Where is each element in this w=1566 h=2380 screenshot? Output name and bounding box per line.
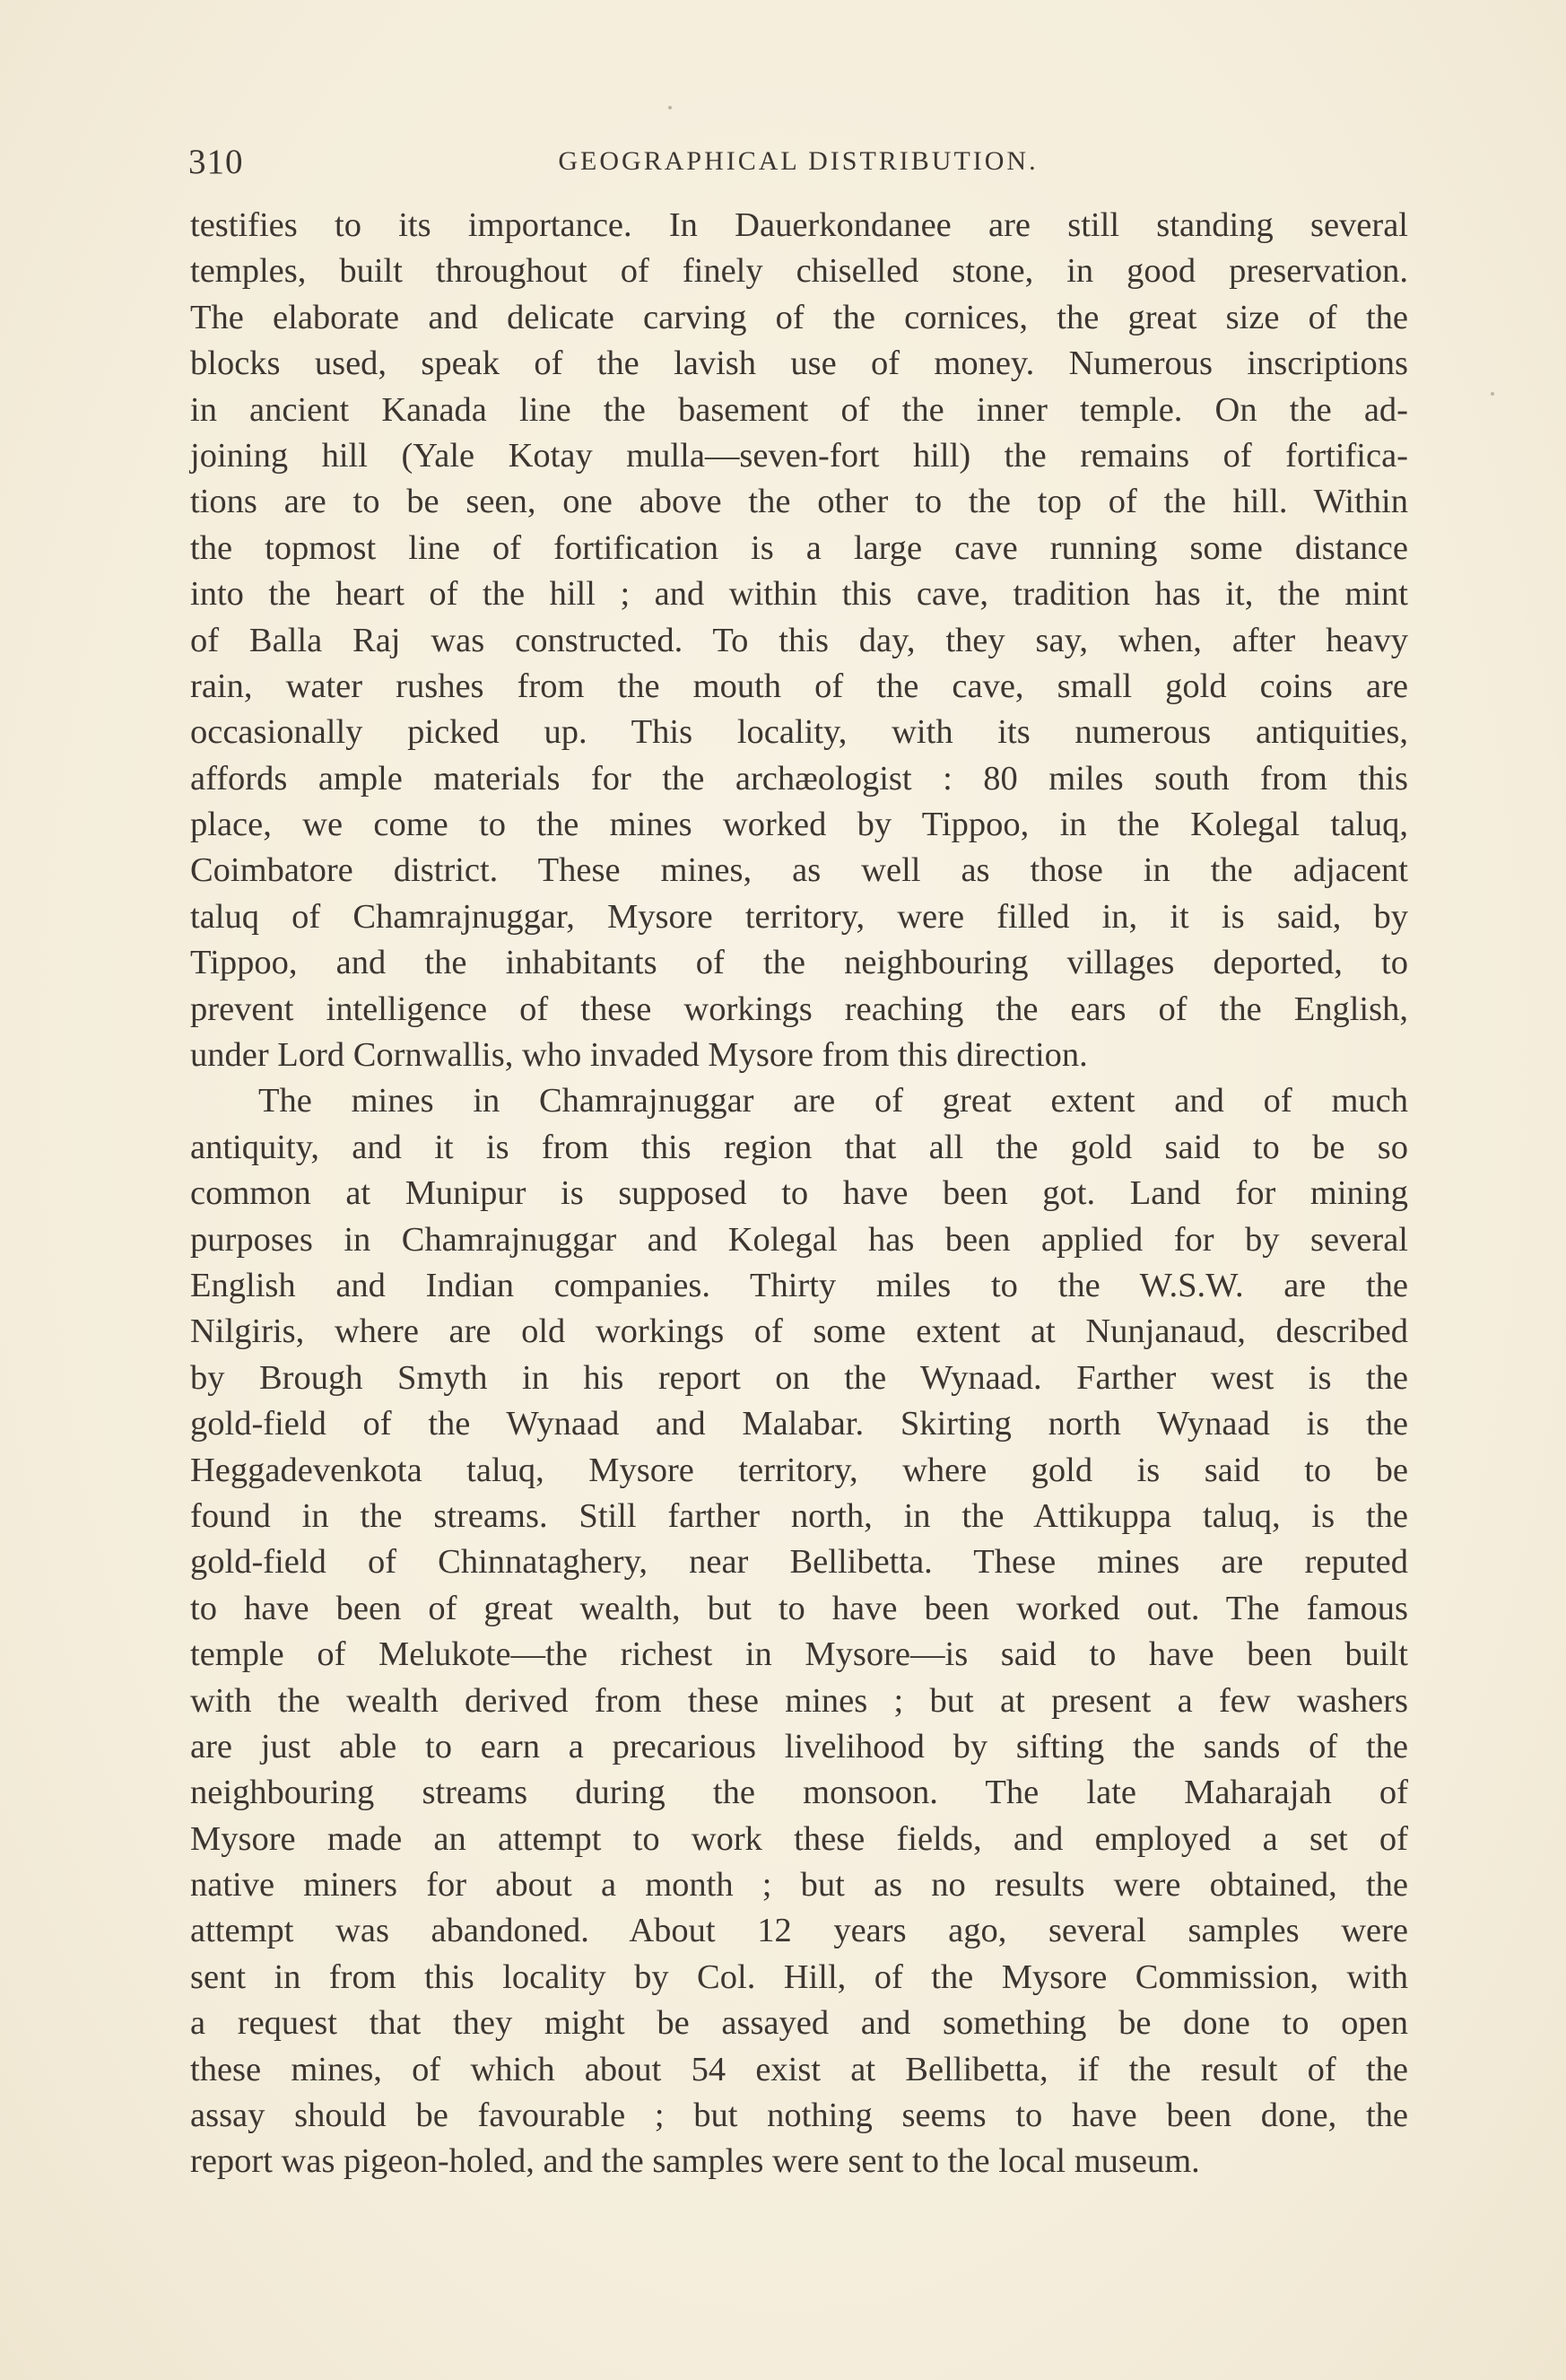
- text-line: rain, water rushes from the mouth of the cave, small gold coins are: [190, 667, 1408, 705]
- paragraph-2: [190, 1078, 1408, 2184]
- text-line: The elaborate and delicate carving of the cornices, the great size of the: [190, 298, 1408, 336]
- text-line: testifies to its importance. In Dauerkondanee are still standing several: [190, 206, 1408, 244]
- paragraph-1: [190, 203, 1408, 1078]
- text-line: gold-field of Chinnataghery, near Bellibetta. These mines are reputed: [190, 1543, 1408, 1582]
- text-line: place, we come to the mines worked by Tippoo, in the Kolegal taluq,: [190, 806, 1408, 844]
- text-line: gold-field of the Wynaad and Malabar. Skirting north Wynaad is the: [190, 1405, 1408, 1443]
- text-line: the topmost line of fortification is a large cave running some distance: [190, 528, 1408, 567]
- text-line: tions are to be seen, one above the other to the top of the hill. Within: [190, 483, 1408, 521]
- text-line: prevent intelligence of these workings reaching the ears of the English,: [190, 989, 1408, 1028]
- text-line: are just able to earn a precarious livelihood by sifting the sands of the: [190, 1727, 1408, 1765]
- text-line: English and Indian companies. Thirty miles to the W.S.W. are the: [190, 1266, 1408, 1304]
- text-line: The mines in Chamrajnuggar are of great extent and of much: [258, 1082, 1408, 1120]
- text-line: temples, built throughout of finely chiselled stone, in good preservation.: [190, 252, 1408, 291]
- page-header: [188, 135, 1408, 188]
- text-line: Nilgiris, where are old workings of some extent at Nunjanaud, described: [190, 1312, 1408, 1351]
- text-line: neighbouring streams during the monsoon. The late Maharajah of: [190, 1774, 1408, 1812]
- text-line: Heggadevenkota taluq, Mysore territory, where gold is said to be: [190, 1451, 1408, 1489]
- text-line: affords ample materials for the archæologist : 80 miles south from this: [190, 759, 1408, 798]
- text-line: of Balla Raj was constructed. To this day, they say, when, after heavy: [190, 621, 1408, 659]
- text-line: found in the streams. Still farther north, in the Attikuppa taluq, is the: [190, 1496, 1408, 1535]
- text-line: Mysore made an attempt to work these fields, and employed a set of: [190, 1819, 1408, 1858]
- text-line: blocks used, speak of the lavish use of money. Numerous inscriptions: [190, 344, 1408, 383]
- text-line: native miners for about a month ; but as no results were obtained, the: [190, 1866, 1408, 1905]
- text-line: antiquity, and it is from this region that all the gold said to be so: [190, 1128, 1408, 1166]
- text-line: common at Munipur is supposed to have been got. Land for mining: [190, 1174, 1408, 1213]
- text-line: report was pigeon-holed, and the samples were sent to the local museum.: [190, 2142, 1200, 2181]
- text-line: by Brough Smyth in his report on the Wynaad. Farther west is the: [190, 1358, 1408, 1397]
- text-line: Tippoo, and the inhabitants of the neighbouring villages deported, to: [190, 944, 1408, 982]
- text-line: joining hill (Yale Kotay mulla—seven-fort hill) the remains of fortifica-: [190, 436, 1408, 475]
- text-line: attempt was abandoned. About 12 years ago, several samples were: [190, 1912, 1408, 1950]
- text-line: assay should be favourable ; but nothing seems to have been done, the: [190, 2097, 1408, 2135]
- text-line: into the heart of the hill ; and within this cave, tradition has it, the mint: [190, 575, 1408, 614]
- page-number: 310: [188, 142, 244, 181]
- text-line: occasionally picked up. This locality, with its numerous antiquities,: [190, 713, 1408, 752]
- text-line: Coimbatore district. These mines, as well as those in the adjacent: [190, 851, 1408, 890]
- text-line: sent in from this locality by Col. Hill, of the Mysore Commission, with: [190, 1957, 1408, 1996]
- paper-speck: [668, 106, 672, 109]
- text-line: in ancient Kanada line the basement of the inner temple. On the ad-: [190, 390, 1408, 429]
- text-line: under Lord Cornwallis, who invaded Mysore from this direction.: [190, 1036, 1088, 1075]
- paper-speck: [1491, 392, 1494, 396]
- text-line: these mines, of which about 54 exist at Bellibetta, if the result of the: [190, 2050, 1408, 2088]
- text-line: to have been of great wealth, but to have been worked out. The famous: [190, 1589, 1408, 1627]
- text-line: with the wealth derived from these mines ; but at present a few washers: [190, 1681, 1408, 1720]
- text-line: taluq of Chamrajnuggar, Mysore territory, were filled in, it is said, by: [190, 897, 1408, 936]
- running-title: GEOGRAPHICAL DISTRIBUTION.: [558, 146, 1039, 176]
- body-text: [190, 203, 1408, 2185]
- text-line: purposes in Chamrajnuggar and Kolegal has been applied for by several: [190, 1220, 1408, 1259]
- text-line: a request that they might be assayed and something be done to open: [190, 2004, 1408, 2043]
- text-line: temple of Melukote—the richest in Mysore—is said to have been built: [190, 1635, 1408, 1674]
